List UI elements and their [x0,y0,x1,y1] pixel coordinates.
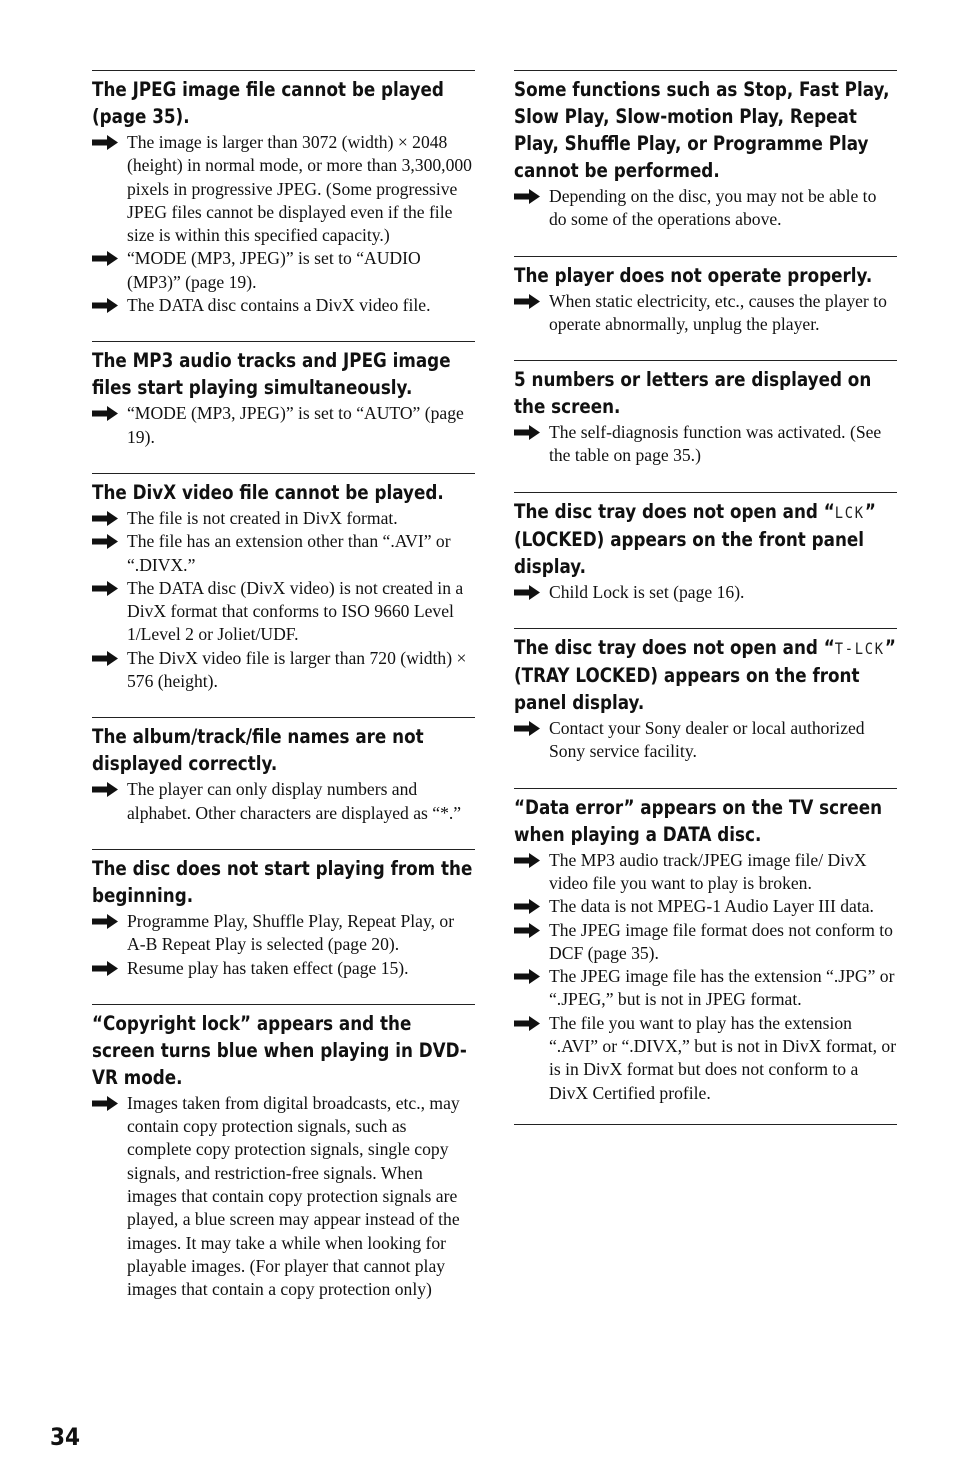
item-text: The file has an extension other than “.AVI” or “.DIVX.” [127,531,451,575]
list-item [92,910,475,957]
list-item [514,895,897,918]
item-text: Programme Play, Shuffle Play, Repeat Play, or A-B Repeat Play is selected (page 20). [127,910,455,955]
right-arrow-icon [514,294,540,309]
section-tray-locked [514,628,897,764]
heading-text-pre: The disc tray does not open and “ [514,636,835,660]
list-item [92,507,475,530]
right-column [514,70,897,1125]
list-item [92,1092,475,1302]
right-arrow-icon [514,425,540,440]
section-heading: 5 numbers or letters are displayed on the screen. [514,368,872,419]
list-item [92,131,475,247]
section-data-error [514,788,897,1105]
right-arrow-icon [514,1016,540,1031]
list-item [92,577,475,647]
item-text: The image is larger than 3072 (width) × 2048 (height) in normal mode, or more than 3,300,000 pixels in progressive JPEG. (Some progressive JPEG files cannot be displayed even if the file size is within this specified capacity.) [127,132,472,246]
section-heading: The player does not operate properly. [514,263,873,287]
section-heading [514,634,897,716]
section-copyright-lock [92,1004,475,1302]
right-arrow-icon [92,534,118,549]
section-functions-not-performed [514,70,897,232]
section-player-not-operating [514,256,897,337]
right-arrow-icon [92,135,118,150]
section-heading: The album/track/file names are not displayed correctly. [92,725,424,776]
section-locked [514,492,897,604]
section-heading: The MP3 audio tracks and JPEG image files start playing simultaneously. [92,349,451,400]
heading-text-post: ” (TRAY LOCKED) appears on the front panel display. [514,636,896,715]
right-arrow-icon [514,853,540,868]
item-text: The JPEG image file has the extension “.JPG” or “.JPEG,” but is not in JPEG format. [549,966,895,1010]
list-item [514,290,897,337]
right-arrow-icon [514,969,540,984]
item-text: The file is not created in DivX format. [127,507,398,528]
item-text: The MP3 audio track/JPEG image file/ DivX video file you want to play is broken. [549,849,867,893]
list-item [514,919,897,966]
list-item [514,717,897,764]
right-arrow-icon [92,782,118,797]
item-text: The DivX video file is larger than 720 (width) × 576 (height). [127,647,467,692]
right-arrow-icon [92,1096,118,1111]
item-text: “MODE (MP3, JPEG)” is set to “AUTO” (page 19). [127,403,464,447]
item-text: The DATA disc (DivX video) is not created in a DivX format that conforms to ISO 9660 Level 1/Level 2 or Joliet/UDF. [127,577,464,645]
right-arrow-icon [514,899,540,914]
right-arrow-icon [92,651,118,666]
column-end-rule [514,1124,897,1125]
right-arrow-icon [514,585,540,600]
item-text: Child Lock is set (page 16). [549,581,745,602]
item-text: The self-diagnosis function was activated. (See the table on page 35.) [549,422,882,466]
front-panel-display-code: LCK [834,502,865,522]
right-arrow-icon [92,511,118,526]
list-item [92,402,475,449]
item-text: Depending on the disc, you may not be able to do some of the operations above. [549,186,877,230]
right-arrow-icon [514,721,540,736]
list-item [92,247,475,294]
right-arrow-icon [514,189,540,204]
list-item [514,1012,897,1105]
right-arrow-icon [92,961,118,976]
section-heading: “Data error” appears on the TV screen when playing a DATA disc. [514,795,883,846]
right-arrow-icon [514,923,540,938]
right-arrow-icon [92,251,118,266]
item-text: Resume play has taken effect (page 15). [127,957,409,978]
right-arrow-icon [92,298,118,313]
list-item [92,778,475,825]
item-text: “MODE (MP3, JPEG)” is set to “AUDIO (MP3)” (page 19). [127,248,421,292]
list-item [92,957,475,980]
list-item [92,294,475,317]
list-item [92,530,475,577]
heading-text-post: ” (LOCKED) appears on the front panel display. [514,499,876,578]
right-arrow-icon [92,581,118,596]
section-jpeg-cannot-play [92,70,475,317]
section-not-from-beginning [92,849,475,980]
list-item [514,965,897,1012]
item-text: The JPEG image file format does not conform to DCF (page 35). [549,919,893,963]
list-item [514,185,897,232]
front-panel-display-code: T-LCK [834,639,885,659]
section-heading: The DivX video file cannot be played. [92,480,444,504]
item-text: The file you want to play has the extension “.AVI” or “.DIVX,” but is not in DivX format, or is in DivX format but does not conform to a DivX Certified profile. [549,1012,897,1103]
list-item [514,849,897,896]
section-numbers-displayed [514,360,897,468]
left-column [92,70,475,1326]
section-heading: The disc does not start playing from the beginning. [92,856,473,907]
section-heading: “Copyright lock” appears and the screen turns blue when playing in DVD-VR mode. [92,1011,467,1089]
section-divx-cannot-play [92,473,475,693]
item-text: The player can only display numbers and alphabet. Other characters are displayed as “*.” [127,779,462,823]
list-item [92,647,475,694]
item-text: The DATA disc contains a DivX video file. [127,295,431,316]
list-item [514,421,897,468]
heading-text-pre: The disc tray does not open and “ [514,499,835,523]
section-heading: The JPEG image file cannot be played (page 35). [92,78,444,128]
section-heading [514,498,897,580]
item-text: Contact your Sony dealer or local authorized Sony service facility. [549,718,865,762]
page-number: 34 [50,1423,81,1451]
right-arrow-icon [92,914,118,929]
list-item [514,581,897,604]
item-text: Images taken from digital broadcasts, etc., may contain copy protection signals, such as complete copy protection signals, single copy signals, and restriction-free signals. When images that contain copy protection signals are played, a blue screen may appear instead of the images. It may take a while when looking for playable images. (For player that cannot play images that contain a copy protection only) [127,1092,460,1300]
section-names-not-displayed [92,717,475,825]
section-heading: Some functions such as Stop, Fast Play, Slow Play, Slow-motion Play, Repeat Play, Shuffle Play, or Programme Play cannot be performed. [514,78,890,182]
right-arrow-icon [92,406,118,421]
item-text: When static electricity, etc., causes the player to operate abnormally, unplug the player. [549,290,887,334]
section-mp3-jpeg-simultaneous [92,341,475,449]
item-text: The data is not MPEG-1 Audio Layer III data. [549,896,874,917]
